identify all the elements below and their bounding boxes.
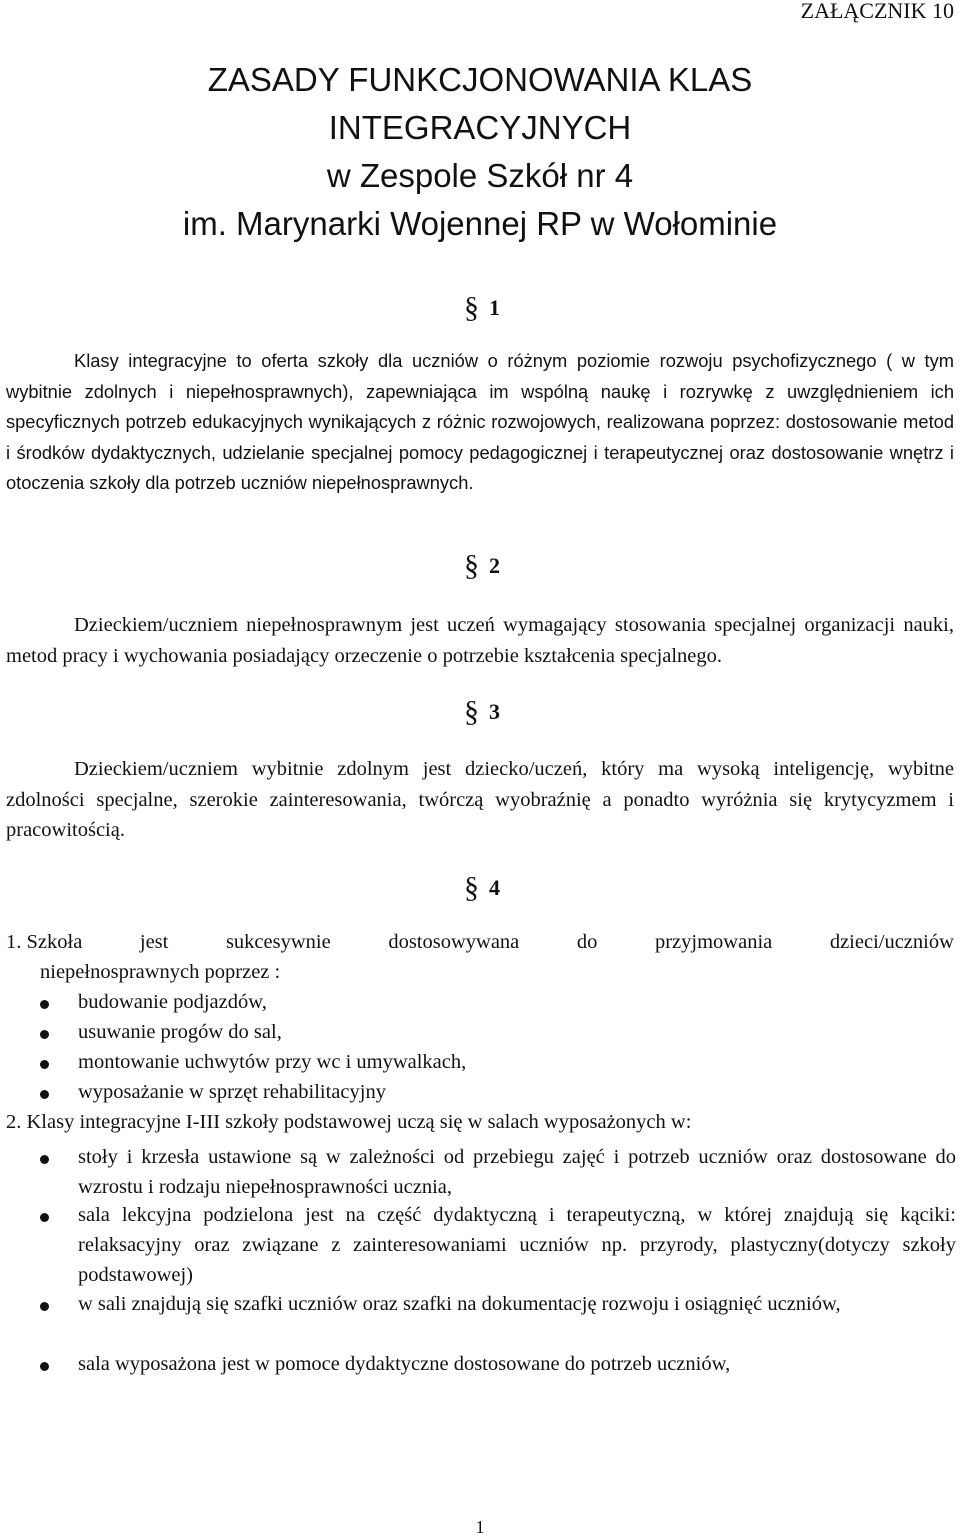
document-title	[0, 56, 960, 248]
bullet-item: montowanie uchwytów przy wc i umywalkach,	[78, 1051, 467, 1073]
list-item-1-line	[6, 927, 954, 957]
bullet-dot	[40, 1213, 49, 1222]
section-number: 4	[489, 875, 500, 900]
bullet-item: budowanie podjazdów,	[78, 991, 267, 1013]
paragraph-3: Dzieckiem/uczniem wybitnie zdolnym jest dziecko/uczeń, który ma wysoką inteligencję, wybitne zdolności specjalne, szerokie zainteresowania, twórczą wyobraźnię a ponadto wyróżnia się krytycyzmem i pracowitością.	[6, 758, 954, 841]
word: przyjmowania	[654, 931, 773, 953]
bullet-dot	[40, 1155, 49, 1164]
section-number: 2	[489, 553, 500, 578]
section-heading-1	[464, 291, 500, 325]
bullet-item: w sali znajdują się szafki uczniów oraz szafki na dokumentację rozwoju i osiągnięć uczniów,	[78, 1293, 841, 1315]
word: jest	[139, 931, 169, 953]
bullet-item: sala lekcyjna podzielona jest na część dydaktyczną i terapeutyczną, w której znajdują się kąciki: relaksacyjny oraz związane z zainteresowaniami uczniów np. przyrody, plastyczny(dotyczy szkoły podstawowej)	[78, 1204, 956, 1286]
paragraph-2: Dzieckiem/uczniem niepełnosprawnym jest uczeń wymagający stosowania specjalnej organizacji nauki, metod pracy i wychowania posiadający orzeczenie o potrzebie kształcenia specjalnego.	[6, 614, 954, 667]
paragraph-1: Klasy integracyjne to oferta szkoły dla uczniów o różnym poziomie rozwoju psychofizycznego ( w tym wybitnie zdolnych i niepełnosprawnych), zapewniająca im wspólną naukę i rozrywkę z uwzględnieniem ich specyficznych potrzeb edukacyjnych wynikających z różnic rozwojowych, realizowana poprzez: dostosowanie metod i środków dydaktycznych, udzielanie specjalnej pomocy pedagogicznej i terapeutycznej oraz dostosowanie wnętrz i otoczenia szkoły dla potrzeb uczniów niepełnosprawnych.	[6, 350, 954, 493]
section-mark: §	[464, 549, 479, 582]
annex-label: ZAŁĄCZNIK 10	[800, 0, 954, 23]
list-item-1-continuation: niepełnosprawnych poprzez :	[40, 961, 281, 983]
list-item-number: 2.	[6, 1111, 22, 1133]
title-line-1: ZASADY FUNKCJONOWANIA KLAS	[207, 61, 753, 98]
list-item-number: 1. Szkoła	[6, 931, 83, 953]
section-mark: §	[464, 695, 479, 728]
word: dzieci/uczniów	[829, 931, 954, 953]
bullet-item: stoły i krzesła ustawione są w zależności od przebiegu zajęć i potrzeb uczniów oraz dostosowane do wzrostu i rodzaju niepełnosprawności ucznia,	[78, 1146, 956, 1198]
bullet-item: usuwanie progów do sal,	[78, 1021, 282, 1043]
bullet-dot	[40, 1302, 49, 1311]
title-line-3: w Zespole Szkół nr 4	[326, 157, 634, 194]
section-heading-2	[464, 549, 500, 583]
list-item-text: Klasy integracyjne I-III szkoły podstawowej uczą się w salach wyposażonych w:	[26, 1111, 692, 1133]
word: dostosowywana	[388, 931, 520, 953]
bullet-item: sala wyposażona jest w pomoce dydaktyczne dostosowane do potrzeb uczniów,	[78, 1353, 731, 1375]
word: do	[576, 931, 598, 953]
bullet-dot	[40, 1030, 49, 1039]
section-mark: §	[464, 291, 479, 324]
page-number: 1	[475, 1517, 485, 1537]
section-heading-3	[464, 695, 500, 729]
section-heading-4	[464, 871, 500, 905]
title-line-4: im. Marynarki Wojennej RP w Wołominie	[182, 205, 778, 242]
bullet-dot	[40, 1000, 49, 1009]
section-mark: §	[464, 871, 479, 904]
word: sukcesywnie	[225, 931, 331, 953]
bullet-item: wyposażanie w sprzęt rehabilitacyjny	[78, 1081, 386, 1103]
title-line-2: INTEGRACYJNYCH	[328, 109, 632, 146]
list-item-2-line	[6, 1107, 954, 1137]
section-number: 3	[489, 699, 500, 724]
bullet-dot	[40, 1362, 49, 1371]
bullet-dot	[40, 1090, 49, 1099]
bullet-dot	[40, 1060, 49, 1069]
section-number: 1	[489, 295, 500, 320]
